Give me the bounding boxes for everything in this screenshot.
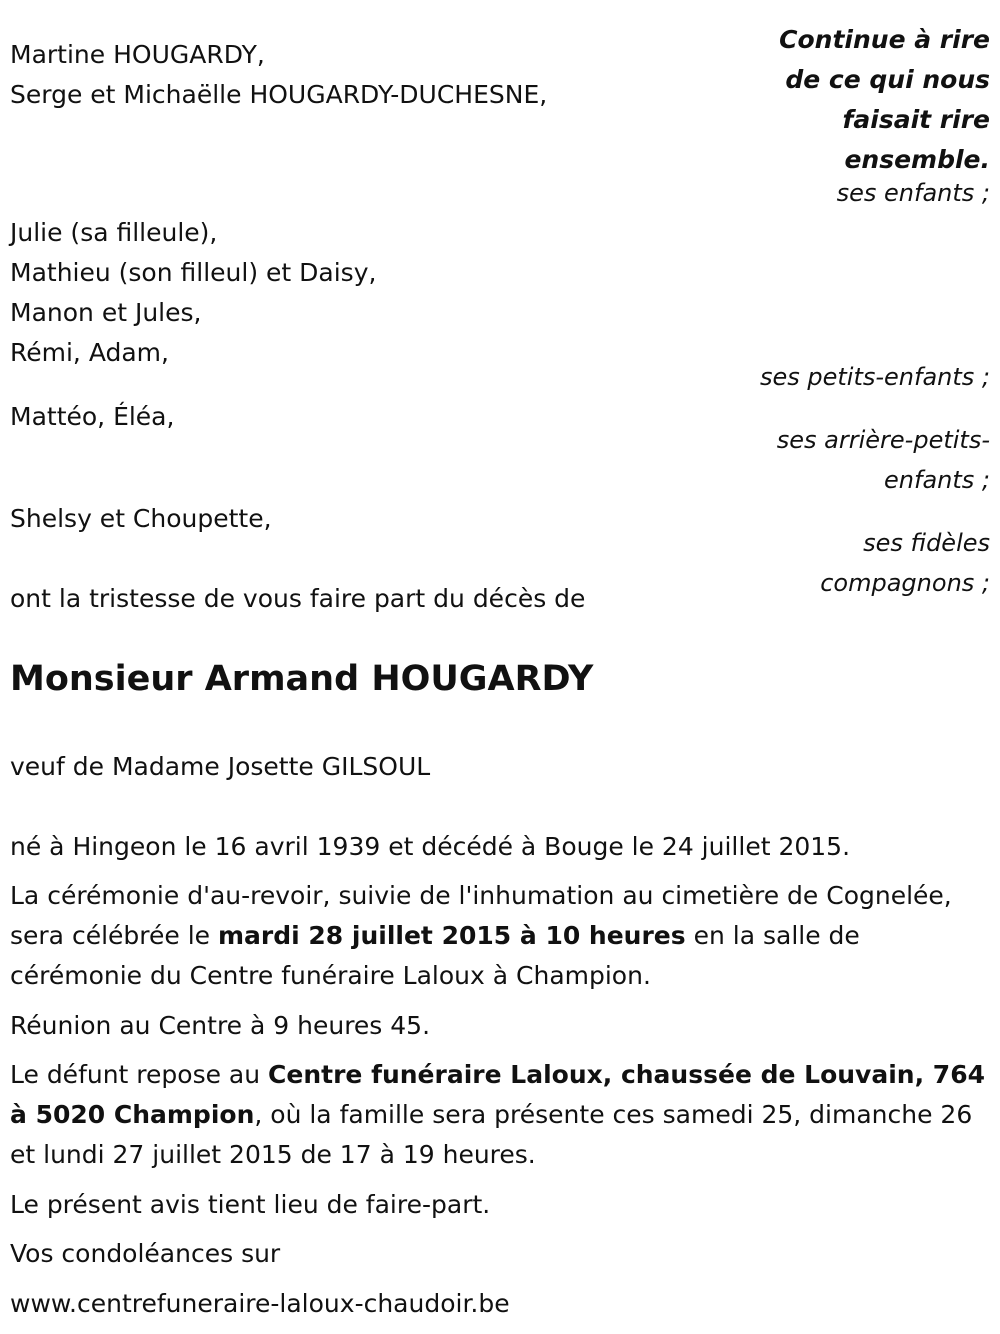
role-line: compagnons ;: [820, 569, 990, 597]
ceremony-date: mardi 28 juillet 2015 à 10 heures: [217, 921, 686, 950]
quote-line: de ce qui nous: [785, 65, 990, 94]
condolences-line: Vos condoléances sur: [10, 1239, 281, 1268]
role-line: ses arrière-petits-: [776, 426, 990, 454]
repose-text: , où la famille sera présente ces samedi 25, dimanche 26 et lundi 27 juillet 2015 de 17 à 19 heures.: [10, 1100, 973, 1169]
companions-role: [820, 523, 990, 603]
repose-paragraph: [10, 1055, 990, 1175]
notice-line: Le présent avis tient lieu de faire-part.: [10, 1190, 491, 1219]
role-line: enfants ;: [884, 466, 990, 494]
ceremony-text: La cérémonie d'au-revoir, suivie de l'inhumation au cimetière de Cognelée, sera célébrée le: [10, 881, 952, 950]
birth-death-line: né à Hingeon le 16 avril 1939 et décédé à Bouge le 24 juillet 2015.: [10, 832, 851, 861]
ceremony-text: en la salle de cérémonie du Centre funéraire Laloux à Champion.: [10, 921, 860, 990]
ceremony-paragraph: [10, 876, 990, 996]
family-name: Manon et Jules,: [10, 298, 202, 327]
widower-line: veuf de Madame Josette GILSOUL: [10, 752, 431, 781]
companions-names: [10, 499, 272, 539]
children-names: [10, 35, 547, 115]
repose-place: Centre funéraire Laloux, chaussée de Louvain, 764 à 5020 Champion: [10, 1060, 985, 1129]
meeting-line: Réunion au Centre à 9 heures 45.: [10, 1011, 431, 1040]
family-name: Shelsy et Choupette,: [10, 504, 272, 533]
quote-line: Continue à rire: [779, 25, 990, 54]
great-grandchildren-role: [777, 420, 990, 500]
grandchildren-role: ses petits-enfants ;: [759, 363, 990, 391]
family-name: Martine HOUGARDY,: [10, 40, 265, 69]
family-name: Mattéo, Éléa,: [10, 402, 175, 431]
family-name: Serge et Michaëlle HOUGARDY-DUCHESNE,: [10, 80, 548, 109]
family-name: Julie (sa filleule),: [10, 218, 218, 247]
family-name: Mathieu (son filleul) et Daisy,: [10, 258, 377, 287]
epitaph-quote: [690, 20, 990, 180]
website-link[interactable]: www.centrefuneraire-laloux-chaudoir.be: [10, 1289, 510, 1318]
announcement: ont la tristesse de vous faire part du décès de: [10, 584, 586, 613]
grandchildren-names: [10, 213, 376, 373]
family-name: Rémi, Adam,: [10, 338, 169, 367]
great-grandchildren-names: [10, 397, 174, 437]
deceased-name: Monsieur Armand HOUGARDY: [10, 659, 594, 699]
quote-line: faisait rire: [842, 105, 990, 134]
role-line: ses fidèles: [863, 529, 990, 557]
repose-text: Le défunt repose au: [10, 1060, 269, 1089]
children-role: ses enfants ;: [836, 179, 990, 207]
quote-line: ensemble.: [844, 145, 990, 174]
